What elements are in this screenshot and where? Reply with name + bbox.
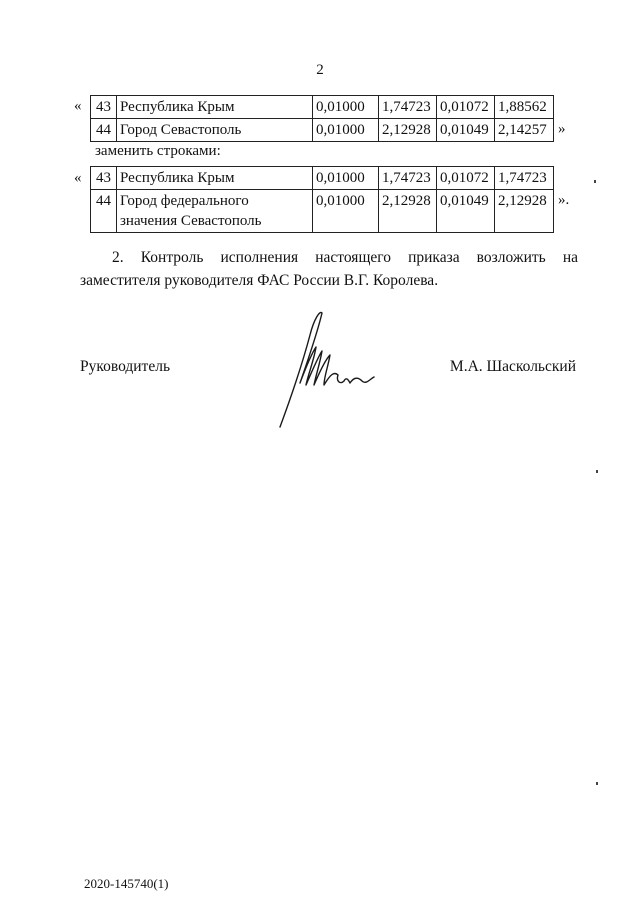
row-number: 44 (91, 119, 117, 142)
value-cell: 0,01049 (437, 190, 495, 233)
value-cell: 2,12928 (495, 190, 554, 233)
value-cell: 1,74723 (379, 167, 437, 190)
value-cell: 0,01049 (437, 119, 495, 142)
row-number: 43 (91, 96, 117, 119)
page-number: 2 (316, 62, 324, 78)
signatory-name: М.А. Шаскольский (449, 358, 576, 375)
old-rows-table (90, 95, 554, 142)
new-rows-table (90, 166, 554, 233)
signature-mark (270, 305, 380, 430)
value-cell: 0,01000 (313, 96, 379, 119)
row-number: 44 (91, 190, 117, 233)
replace-instruction: заменить строками: (95, 143, 221, 159)
region-name: Город Севастополь (117, 119, 313, 142)
open-quote-2: « (74, 170, 82, 186)
value-cell: 1,88562 (495, 96, 554, 119)
close-quote-1: » (558, 121, 566, 137)
scan-speck (594, 180, 596, 183)
value-cell: 2,12928 (379, 190, 437, 233)
scan-speck (596, 470, 598, 473)
value-cell: 0,01000 (313, 119, 379, 142)
row-number: 43 (91, 167, 117, 190)
value-cell: 0,01000 (313, 190, 379, 233)
value-cell: 0,01072 (437, 167, 495, 190)
open-quote-1: « (74, 98, 82, 114)
value-cell: 2,12928 (379, 119, 437, 142)
table-row (91, 96, 554, 119)
value-cell: 1,74723 (379, 96, 437, 119)
table-row (91, 167, 554, 190)
value-cell: 1,74723 (495, 167, 554, 190)
value-cell: 0,01072 (437, 96, 495, 119)
value-cell: 0,01000 (313, 167, 379, 190)
table-row (91, 119, 554, 142)
value-cell: 2,14257 (495, 119, 554, 142)
paragraph-2: 2. Контроль исполнения настоящего приказа возложить на заместителя руководителя ФАС России В.Г. Королева. (80, 249, 578, 289)
document-registration-code: 2020-145740(1) (84, 876, 169, 891)
scan-speck (596, 782, 598, 785)
region-name: Республика Крым (117, 96, 313, 119)
region-name: Город федерального значения Севастополь (117, 190, 313, 233)
close-quote-2: ». (558, 192, 570, 208)
region-name: Республика Крым (117, 167, 313, 190)
signatory-title: Руководитель (80, 358, 171, 375)
table-row (91, 190, 554, 233)
